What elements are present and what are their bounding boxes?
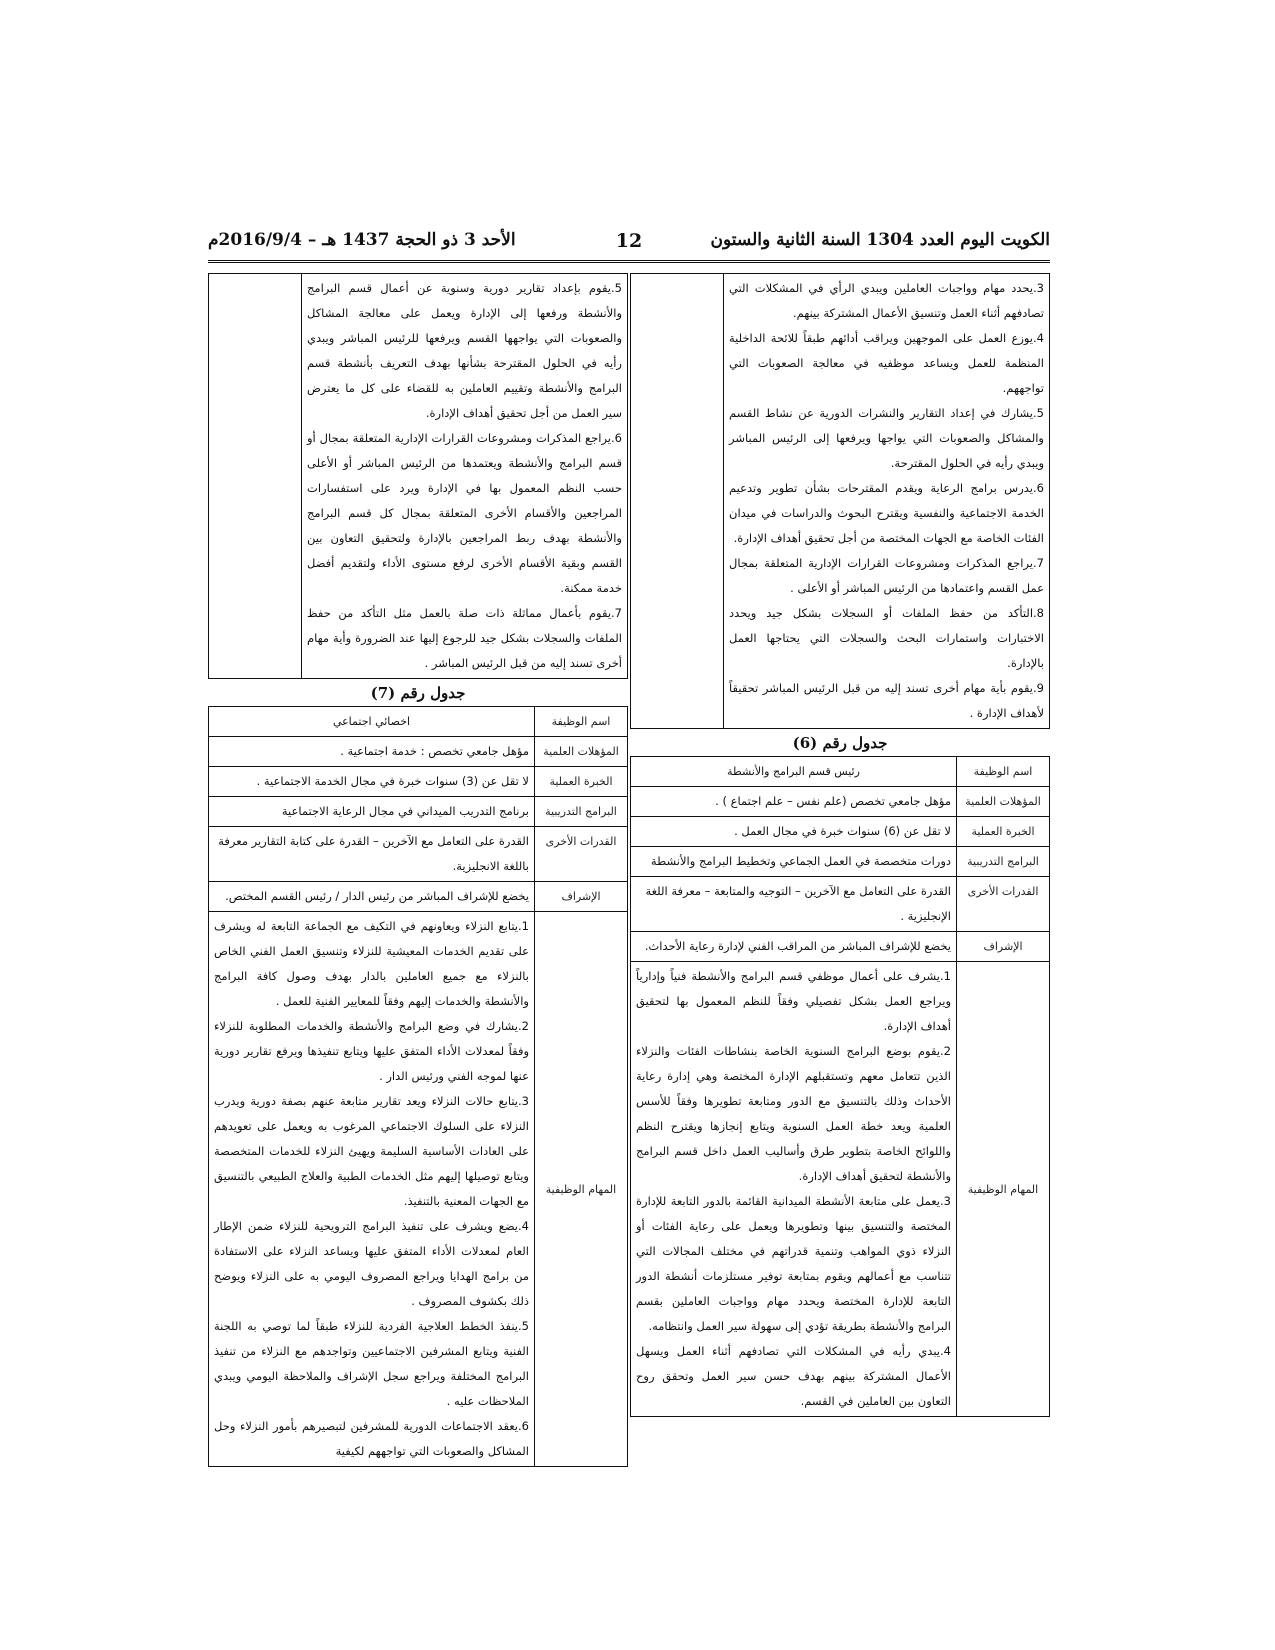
row-label: البرامج التدريبية — [535, 797, 628, 827]
continued-duties-cell — [724, 274, 1050, 729]
row-label: الإشراف — [535, 882, 628, 912]
row-value: لا تقل عن (3) سنوات خبرة في مجال الخدمة الاجتماعية . — [209, 767, 535, 797]
empty-label-cell — [631, 274, 724, 729]
duty-item: 5.يشارك في إعداد التقارير والنشرات الدورية عن نشاط القسم والمشاكل والصعوبات التي يواجها ويرفعها إلى الرئيس المباشر ويبدي رأيه في الحلول المقترحة. — [729, 406, 1044, 470]
row-value: دورات متخصصة في العمل الجماعي وتخطيط البرامج والأنشطة — [631, 847, 957, 877]
row-value: القدرة على التعامل مع الآخرين – التوجيه والمتابعة – معرفة اللغة الإنجليزية . — [631, 877, 957, 932]
duty-item: 1.يشرف على أعمال موظفي قسم البرامج والأنشطة فنياً وإدارياً ويراجع العمل بشكل تفصيلي وفقاً للنظم المعمول بها لتحقيق أهداف الإدارة. — [636, 969, 951, 1033]
job-table — [630, 756, 1050, 1417]
duties-label: المهام الوظيفية — [957, 962, 1050, 1417]
continued-duties-box — [208, 273, 628, 679]
row-label: المؤهلات العلمية — [957, 787, 1050, 817]
page-header — [208, 230, 1050, 258]
right-column — [630, 273, 1050, 1417]
table-caption: جدول رقم (7) — [370, 684, 466, 702]
row-value: يخضع للإشراف المباشر من المراقب الفني لإدارة رعاية الأحداث. — [631, 932, 957, 962]
row-label: الخبرة العملية — [535, 767, 628, 797]
left-column — [208, 273, 628, 1467]
duty-item: 2.يقوم بوضع البرامج السنوية الخاصة بنشاطات الفئات والنزلاء الذين تتعامل معهم وتستقبلهم الإدارة المختصة وهي إدارة رعاية الأحداث وذلك بالتنسيق مع الدور ومتابعة تطويرها وفقاً للأسس العلمية ويعد خطة العمل السنوية ويتابع إنجازها ويقترح النظم واللوائح الخاصة بتطوير طرق وأساليب العمل داخل قسم البرامج والأنشطة لتحقيق أهداف الإدارة. — [636, 1044, 951, 1183]
duty-item: 8.التأكد من حفظ الملفات أو السجلات بشكل جيد ويحدد الاختبارات واستمارات البحث والسجلات التي يحتاجها العمل بالإدارة. — [729, 606, 1044, 670]
row-label: القدرات الأخرى — [957, 877, 1050, 932]
duty-item: 3.يعمل على متابعة الأنشطة الميدانية القائمة بالدور التابعة للإدارة المختصة والتنسيق بينها وتطويرها ويعمل على رعاية الفئات أو النزلاء ذوي المواهب وتنمية قدراتهم في مختلف المجالات التي تتناسب مع أعمالهم ويقوم بمتابعة توفير مستلزمات أنشطة الدور التابعة للإدارة المختصة ويحدد مهام وواجبات العاملين بقسم البرامج والأنشطة بطريقة تؤدي إلى سهولة سير العمل وانتظامه. — [636, 1194, 951, 1333]
header-publication: الكويت اليوم العدد 1304 السنة الثانية والستون — [710, 230, 1050, 250]
table-caption: جدول رقم (6) — [792, 734, 888, 752]
row-value: مؤهل جامعي تخصص (علم نفس – علم اجتماع ) . — [631, 787, 957, 817]
job-title: اخصائي اجتماعي — [209, 707, 535, 737]
duty-item: 9.يقوم بأية مهام أخرى تسند إليه من قبل الرئيس المباشر تحقيقاً لأهداف الإدارة . — [729, 681, 1044, 720]
duty-item: 6.يعقد الاجتماعات الدورية للمشرفين لتبصيرهم بأمور النزلاء وحل المشاكل والصعوبات التي تواجههم لكيفية — [214, 1419, 529, 1458]
empty-label-cell — [209, 274, 302, 679]
job-title: رئيس قسم البرامج والأنشطة — [631, 757, 957, 787]
duty-item: 4.يبدي رأيه في المشكلات التي تصادفهم أثناء العمل ويسهل الأعمال المشتركة بينهم بهدف حسن سير العمل وتحقق روح التعاون بين العاملين في القسم. — [636, 1344, 951, 1408]
duties-cell — [631, 962, 957, 1417]
header-date: الأحد 3 ذو الحجة 1437 هـ – 2016/9/4م — [208, 230, 516, 250]
row-value: مؤهل جامعي تخصص : خدمة اجتماعية . — [209, 737, 535, 767]
job-label: اسم الوظيفة — [957, 757, 1050, 787]
duties-label: المهام الوظيفية — [535, 912, 628, 1467]
job-label: اسم الوظيفة — [535, 707, 628, 737]
duty-item: 7.يراجع المذكرات ومشروعات القرارات الإدارية المتعلقة بمجال عمل القسم واعتمادها من الرئيس المباشر أو الأعلى . — [729, 556, 1044, 595]
row-label: الخبرة العملية — [957, 817, 1050, 847]
duty-item: 5.ينفذ الخطط العلاجية الفردية للنزلاء طبقاً لما توصي به اللجنة الفنية ويتابع المشرفين الاجتماعيين وتواجدهم مع النزلاء من تنفيذ البرامج المختلفة ويراجع سجل الإشراف والملاحظة اليومي ويبدي الملاحظات عليه . — [214, 1319, 529, 1408]
duty-item: 6.يراجع المذكرات ومشروعات القرارات الإدارية المتعلقة بمجال أو قسم البرامج والأنشطة ويعتمدها من الرئيس المباشر أو الأعلى حسب النظم المعمول بها في الإدارة ويرد على استفسارات المراجعين والأقسام الأخرى المتعلقة بمجال كل قسم البرامج والأنشطة بهدف ربط المراجعين بالإدارة ولتحقيق التعاون بين القسم وبقية الأقسام الأخرى لرفع مستوى الأداء ولتقديم أفضل خدمة ممكنة. — [307, 431, 622, 595]
row-label: المؤهلات العلمية — [535, 737, 628, 767]
continued-duties-box — [630, 273, 1050, 729]
job-table — [208, 706, 628, 1467]
duties-cell — [209, 912, 535, 1467]
row-label: الإشراف — [957, 932, 1050, 962]
row-label: البرامج التدريبية — [957, 847, 1050, 877]
row-value: يخضع للإشراف المباشر من رئيس الدار / رئيس القسم المختص. — [209, 882, 535, 912]
duty-item: 7.يقوم بأعمال مماثلة ذات صلة بالعمل مثل التأكد من حفظ الملفات والسجلات بشكل جيد للرجوع إليها عند الضرورة وأية مهام أخرى تسند إليه من قبل الرئيس المباشر . — [307, 606, 622, 670]
row-label: القدرات الأخرى — [535, 827, 628, 882]
duty-item: 3.يتابع حالات النزلاء ويعد تقارير متابعة عنهم بصفة دورية ويدرب النزلاء على السلوك الاجتماعي المرغوب به ويعمل على تعويدهم على العادات الأساسية السليمة ويهيئ النزلاء للخدمات المتخصصة ويتابع توصيلها إليهم مثل الخدمات الطبية والعلاج الطبيعي بالتنسيق مع الجهات المعنية بالتنفيذ. — [214, 1094, 529, 1208]
duty-item: 6.يدرس برامج الرعاية ويقدم المقترحات بشأن تطوير وتدعيم الخدمة الاجتماعية والنفسية ويقترح البحوث والدراسات في ميدان الفئات الخاصة مع الجهات المختصة من أجل تحقيق أهداف الإدارة. — [729, 481, 1044, 545]
duty-item: 5.يقوم بإعداد تقارير دورية وسنوية عن أعمال قسم البرامج والأنشطة ورفعها إلى الإدارة ويعمل على معالجة المشاكل والصعوبات التي يواجهها القسم ويرفعها للرئيس المباشر ويبدي رأيه في الحلول المقترحة بشأنها بهدف التعريف بأنشطة قسم البرامج والأنشطة وتقييم العاملين به للقضاء على كل ما يعترض سير العمل من أجل تحقيق أهداف الإدارة. — [307, 281, 622, 420]
page-number: 12 — [615, 230, 643, 252]
duty-item: 4.يضع ويشرف على تنفيذ البرامج الترويحية للنزلاء ضمن الإطار العام لمعدلات الأداء المتفق عليها ويساعد النزلاء على الاستفادة من برامج الهدايا ويراجع المصروف اليومي به على النزلاء ويوضح ذلك بكشوف المصروف . — [214, 1219, 529, 1308]
duty-item: 2.يشارك في وضع البرامج والأنشطة والخدمات المطلوبة للنزلاء وفقاً لمعدلات الأداء المتفق عليها ويتابع تنفيذها ويرفع تقارير دورية عنها لموجه الفني ورئيس الدار . — [214, 1019, 529, 1083]
duty-item: 1.يتابع النزلاء ويعاونهم في التكيف مع الجماعة التابعة له ويشرف على تقديم الخدمات المعيشية للنزلاء وتنسيق العمل الفني الخاص بالنزلاء مع جميع العاملين بالدار بهدف وصول كافة البرامج والأنشطة والخدمات إليهم وفقاً للمعايير الفنية للعمل . — [214, 919, 529, 1008]
row-value: لا تقل عن (6) سنوات خبرة في مجال العمل . — [631, 817, 957, 847]
header-rule — [208, 260, 1050, 263]
row-value: برنامج التدريب الميداني في مجال الرعاية الاجتماعية — [209, 797, 535, 827]
duty-item: 3.يحدد مهام وواجبات العاملين ويبدي الرأي في المشكلات التي تصادفهم أثناء العمل وتنسيق الأعمال المشتركة بينهم. — [729, 281, 1044, 320]
continued-duties-cell — [302, 274, 628, 679]
duty-item: 4.يوزع العمل على الموجهين ويراقب أدائهم طبقاً للائحة الداخلية المنظمة للعمل ويساعد موظفيه في معالجة الصعوبات التي تواجههم. — [729, 331, 1044, 395]
row-value: القدرة على التعامل مع الآخرين – القدرة على كتابة التقارير معرفة باللغة الانجليزية. — [209, 827, 535, 882]
